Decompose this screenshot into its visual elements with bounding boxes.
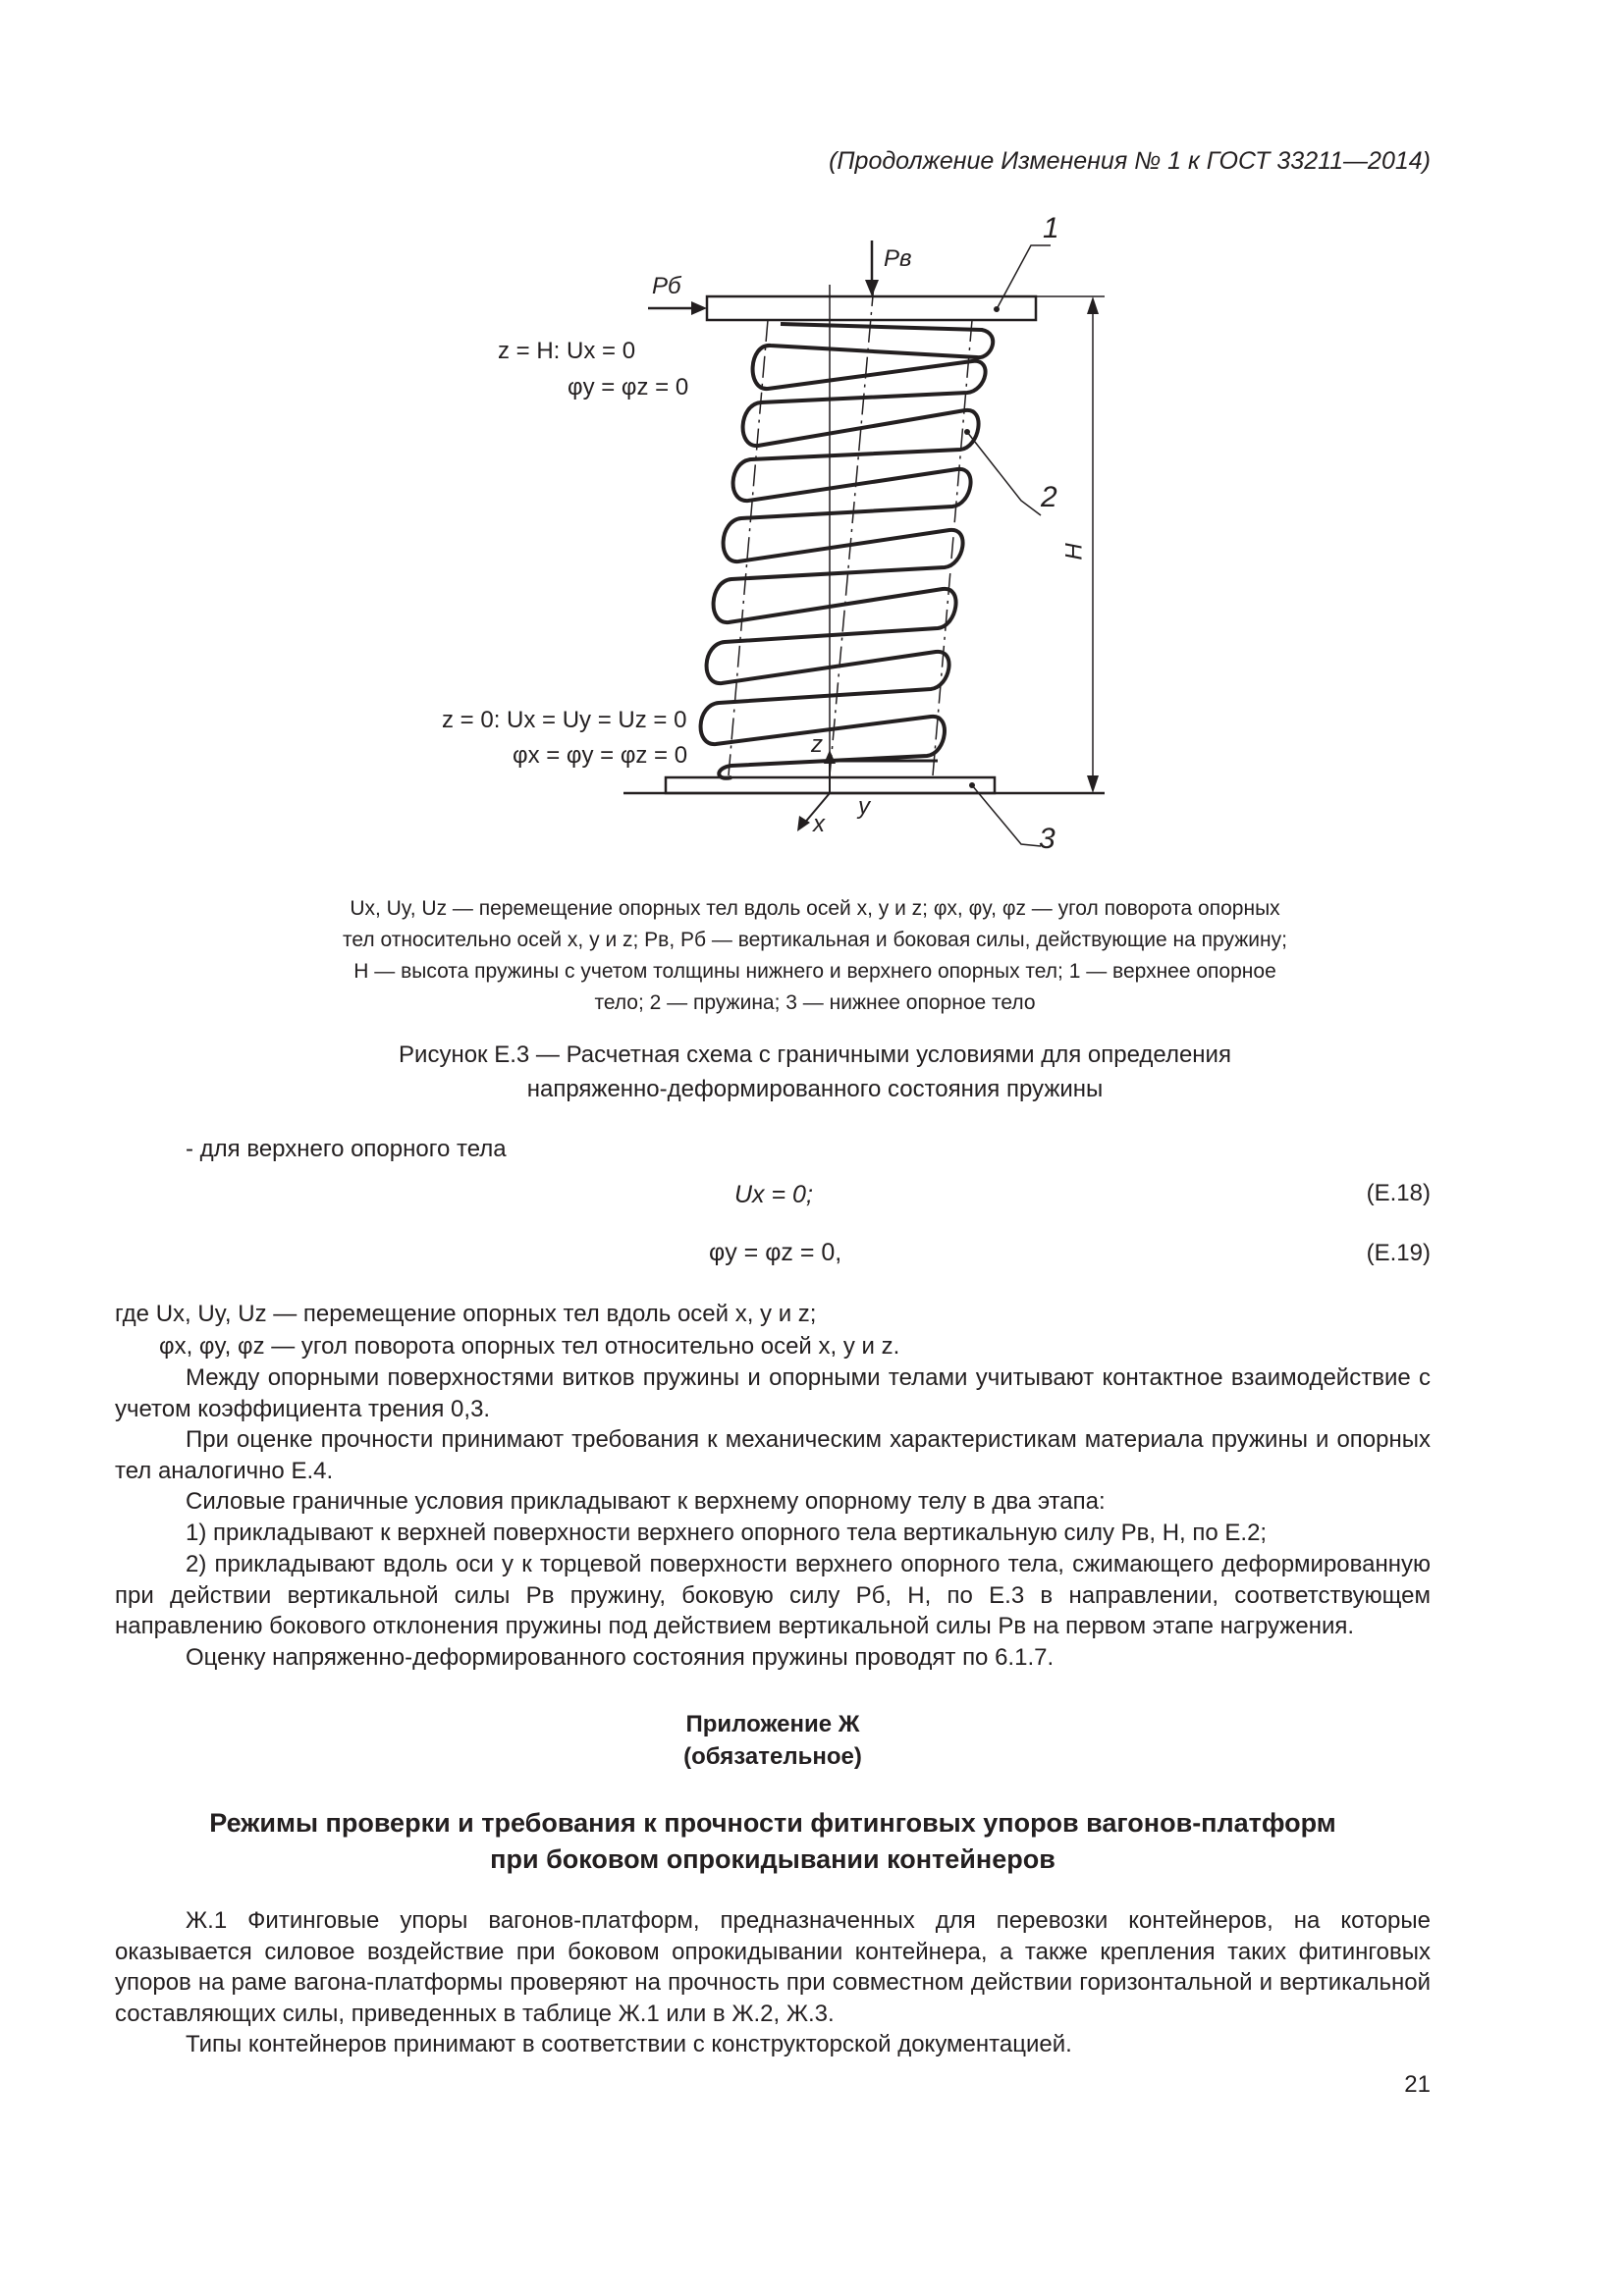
equation-e19: φy = φz = 0, (709, 1239, 842, 1266)
page-number: 21 (1404, 2071, 1431, 2098)
caption-line: напряженно-деформированного состояния пружины (526, 1076, 1104, 1102)
caption-line: Рисунок Е.3 — Расчетная схема с граничными условиями для определения (399, 1041, 1231, 1068)
intro-line: - для верхнего опорного тела (186, 1136, 507, 1162)
paragraph: 1) прикладывают к верхней поверхности верхнего опорного тела вертикальную силу Pв, Н, по Е.2; (186, 1520, 1268, 1546)
force-side-label: Pб (652, 273, 681, 299)
figure-caption (255, 1038, 1375, 1106)
figure-legend (255, 893, 1375, 1019)
callout-1: 1 (1043, 212, 1059, 244)
paragraph: Между опорными поверхностями витков пружины и опорными телами учитывают контактное взаимодействие с учетом коэффициента трения 0,3. (115, 1364, 1431, 1422)
appendix-heading-line1: Режимы проверки и требования к прочности фитинговых упоров вагонов-платформ (209, 1808, 1336, 1838)
bc-top-line2: φy = φz = 0 (568, 374, 689, 400)
axis-x-label: x (813, 811, 825, 837)
where-line-1: где Ux, Uy, Uz — перемещение опорных тел вдоль осей x, y и z; (115, 1301, 817, 1327)
axis-y-label: y (858, 793, 870, 820)
appendix-heading-line2: при боковом опрокидывании контейнеров (490, 1844, 1056, 1874)
equation-e18: Ux = 0; (734, 1181, 813, 1208)
spring-coil (701, 324, 994, 778)
equation-e19-number: (Е.19) (1366, 1240, 1431, 1266)
top-support-plate (707, 296, 1036, 320)
axis-z-label: z (811, 731, 823, 758)
appendix-title: Приложение Ж (685, 1711, 860, 1737)
paragraph: При оценке прочности принимают требования к механическим характеристикам материала пружины и опорных тел аналогично Е.4. (115, 1426, 1431, 1484)
callout-2: 2 (1041, 481, 1057, 513)
legend-line: Ux, Uy, Uz — перемещение опорных тел вдоль осей x, y и z; φx, φy, φz — угол поворота опорных (350, 897, 1280, 920)
bc-bottom-line1: z = 0: Ux = Uy = Uz = 0 (442, 707, 687, 733)
legend-line: тело; 2 — пружина; 3 — нижнее опорное тело (594, 991, 1036, 1014)
paragraph: 2) прикладывают вдоль оси y к торцевой поверхности верхнего опорного тела, сжимающего деформированную при действии вертикальной силы Pв пружину, боковую силу Pб, Н, по Е.3 в направлении, соответствующем направлению бокового отклонения пружины под действием вертикальной силы Pв на первом этапе нагружения. (115, 1551, 1431, 1639)
equation-e18-number: (Е.18) (1366, 1180, 1431, 1206)
where-line-2: φx, φy, φz — угол поворота опорных тел относительно осей x, y и z. (159, 1333, 900, 1360)
running-header: (Продолжение Изменения № 1 к ГОСТ 33211—2014) (829, 147, 1431, 175)
callout-3: 3 (1039, 823, 1056, 855)
force-vertical-label: Pв (884, 245, 912, 272)
paragraph: Ж.1 Фитинговые упоры вагонов-платформ, предназначенных для перевозки контейнеров, на которые оказывается силовое воздействие при боковом опрокидывании контейнера, а также крепления таких фитинговых упоров на раме вагона-платформы проверяют на прочность при совместном действии горизонтальной и вертикальной составляющих силы, приведенных в таблице Ж.1 или в Ж.2, Ж.3. (115, 1907, 1431, 2027)
legend-line: H — высота пружины с учетом толщины нижнего и верхнего опорных тел; 1 — верхнее опорное (353, 960, 1276, 983)
paragraph: Типы контейнеров принимают в соответствии с конструкторской документацией. (186, 2031, 1072, 2057)
paragraph: Силовые граничные условия прикладывают к верхнему опорному телу в два этапа: (186, 1488, 1106, 1515)
bc-top-line1: z = H: Ux = 0 (498, 338, 636, 364)
appendix-status: (обязательное) (683, 1743, 862, 1770)
bc-bottom-line2: φx = φy = φz = 0 (513, 742, 688, 769)
legend-line: тел относительно осей x, y и z; Pв, Pб — вертикальная и боковая силы, действующие на пружину; (343, 929, 1287, 951)
paragraph: Оценку напряженно-деформированного состояния пружины проводят по 6.1.7. (186, 1644, 1055, 1671)
height-dimension-label: H (1060, 543, 1088, 561)
